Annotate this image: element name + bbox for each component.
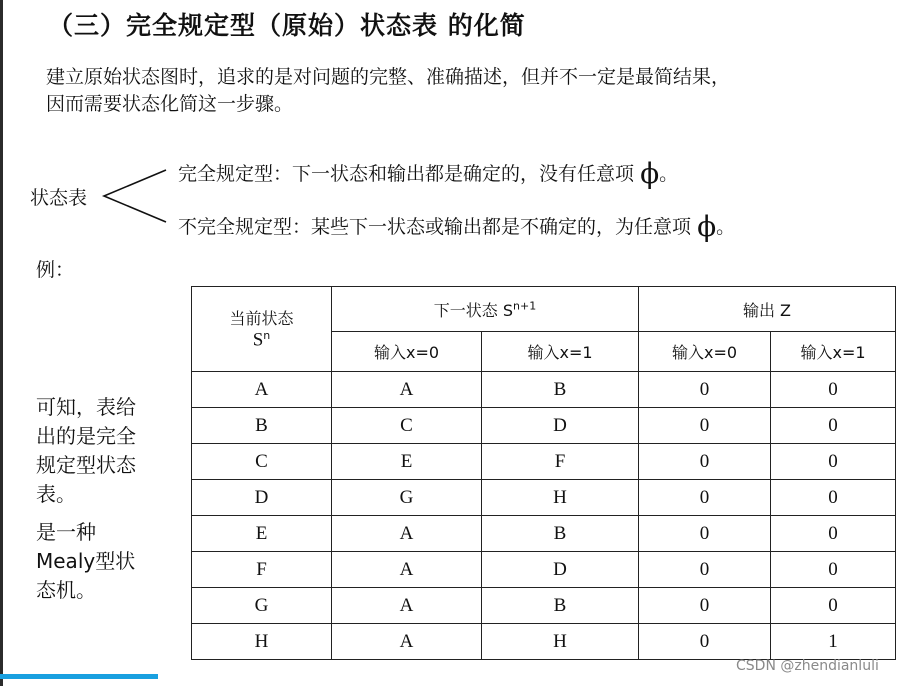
header-next-x1: 输入x=1 [482,332,639,372]
cell-next-x1: H [482,624,639,660]
cell-out-x0: 0 [639,480,771,516]
cell-out-x1: 0 [771,444,896,480]
header-out-x0: 输入x=0 [639,332,771,372]
cell-current: H [192,624,332,660]
next-state-sup: n+1 [513,299,537,313]
cell-current: C [192,444,332,480]
cell-next-x0: A [332,372,482,408]
cell-next-x0: A [332,624,482,660]
cell-out-x0: 0 [639,588,771,624]
cell-current: A [192,372,332,408]
period: 。 [659,163,679,185]
current-state-sup: n [263,329,271,343]
table-row [192,624,896,660]
table-row [192,444,896,480]
table-row [192,516,896,552]
cell-next-x1: B [482,516,639,552]
cell-current: E [192,516,332,552]
cell-out-x0: 0 [639,372,771,408]
cell-next-x1: D [482,552,639,588]
cell-out-x1: 0 [771,588,896,624]
header-next-x0: 输入x=0 [332,332,482,372]
cell-out-x1: 0 [771,552,896,588]
cell-out-x0: 0 [639,516,771,552]
cell-next-x0: G [332,480,482,516]
header-next-state [332,287,639,332]
watermark: CSDN @zhendianluli [736,658,879,674]
state-table [191,286,896,660]
current-state-symbol: S [252,329,264,351]
table-row [192,372,896,408]
cell-out-x0: 0 [639,624,771,660]
incompletely-specified-text: 不完全规定型：某些下一状态或输出都是不确定的，为任意项 [178,216,692,238]
table-row [192,480,896,516]
header-current-state [192,287,332,372]
table-row [192,408,896,444]
note-mealy: 是一种Mealy型状态机。 [36,520,136,602]
period: 。 [716,216,736,238]
cell-next-x1: H [482,480,639,516]
fully-specified-type [178,157,678,190]
current-state-label: 当前状态 [229,309,294,329]
cell-current: G [192,588,332,624]
incompletely-specified-type [178,210,735,243]
phi-symbol: ϕ [697,210,717,243]
cell-next-x1: B [482,372,639,408]
cell-out-x0: 0 [639,444,771,480]
cell-out-x1: 0 [771,372,896,408]
next-state-label: 下一状态 S [433,300,514,320]
note-fully-specified: 可知，表给出的是完全规定型状态表。 [36,395,136,506]
left-edge-bar [0,0,3,686]
cell-out-x1: 0 [771,408,896,444]
cell-next-x1: D [482,408,639,444]
cell-next-x0: C [332,408,482,444]
cell-current: B [192,408,332,444]
cell-next-x0: E [332,444,482,480]
cell-out-x0: 0 [639,408,771,444]
example-label: 例： [36,259,75,281]
table-row [192,588,896,624]
cell-next-x1: B [482,588,639,624]
bottom-progress-bar [0,674,158,679]
cell-next-x0: A [332,588,482,624]
cell-current: D [192,480,332,516]
cell-out-x1: 1 [771,624,896,660]
header-out-x1: 输入x=1 [771,332,896,372]
cell-out-x1: 0 [771,480,896,516]
table-row [192,552,896,588]
state-table-label: 状态表 [30,187,88,209]
cell-next-x0: A [332,516,482,552]
fully-specified-text: 完全规定型：下一状态和输出都是确定的，没有任意项 [178,163,635,185]
cell-out-x0: 0 [639,552,771,588]
intro-line-2: 因而需要状态化简这一步骤。 [46,93,294,115]
branch-brace-icon [100,165,170,225]
intro-line-1: 建立原始状态图时，追求的是对问题的完整、准确描述，但并不一定是最简结果， [46,66,731,88]
cell-out-x1: 0 [771,516,896,552]
header-output: 输出 Z [639,287,896,332]
intro-paragraph [46,64,896,118]
cell-next-x1: F [482,444,639,480]
phi-symbol: ϕ [640,157,660,190]
page-title: （三）完全规定型（原始）状态表 的化简 [48,11,526,40]
cell-current: F [192,552,332,588]
cell-next-x0: A [332,552,482,588]
